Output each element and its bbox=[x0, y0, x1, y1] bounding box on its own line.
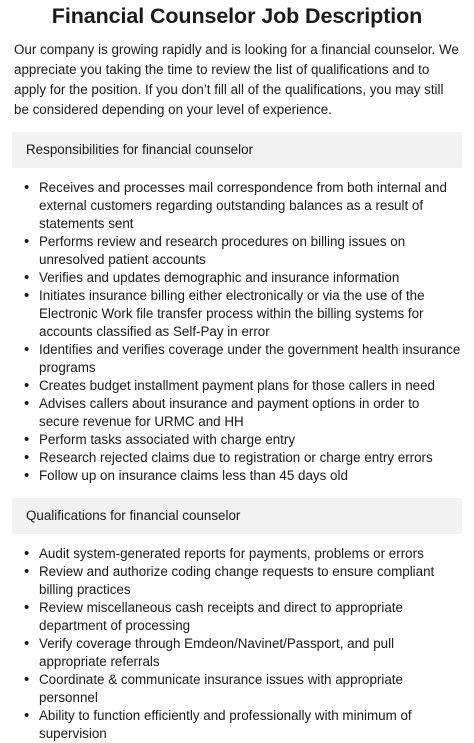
list-item: • Receives and processes mail correspondence from both internal and external customers regarding outstanding balances as a result of statements sent bbox=[24, 179, 462, 233]
list-item: • Review and authorize coding change requests to ensure compliant billing practices bbox=[24, 563, 462, 599]
qualifications-list bbox=[12, 545, 462, 743]
list-item: • Performs review and research procedures on billing issues on unresolved patient accounts bbox=[24, 233, 462, 269]
list-item: • Verifies and updates demographic and insurance information bbox=[24, 269, 462, 287]
responsibilities-heading: Responsibilities for financial counselor bbox=[12, 132, 462, 168]
qualifications-heading: Qualifications for financial counselor bbox=[12, 498, 462, 534]
list-item: • Advises callers about insurance and payment options in order to secure revenue for URMC and HH bbox=[24, 395, 462, 431]
page-title: Financial Counselor Job Description bbox=[51, 4, 423, 28]
list-item: • Verify coverage through Emdeon/Navinet/Passport, and pull appropriate referrals bbox=[24, 635, 462, 671]
list-item: • Creates budget installment payment plans for those callers in need bbox=[24, 377, 462, 395]
list-item: • Perform tasks associated with charge entry bbox=[24, 431, 462, 449]
list-item: • Ability to function efficiently and professionally with minimum of supervision bbox=[24, 707, 462, 743]
list-item: • Research rejected claims due to registration or charge entry errors bbox=[24, 449, 462, 467]
list-item: • Review miscellaneous cash receipts and direct to appropriate department of processing bbox=[24, 599, 462, 635]
list-item: • Identifies and verifies coverage under the government health insurance programs bbox=[24, 341, 462, 377]
responsibilities-list bbox=[12, 179, 462, 485]
intro-paragraph: Our company is growing rapidly and is looking for a financial counselor. We appreciate you taking the time to review the list of qualifications and to apply for the position. If you don’t fill all of the qualifications, you may still be considered depending on your level of experience. bbox=[14, 42, 459, 117]
list-item: • Follow up on insurance claims less than 45 days old bbox=[24, 467, 462, 485]
list-item: • Initiates insurance billing either electronically or via the use of the Electronic Work file transfer process within the billing systems for accounts classified as Self-Pay in error bbox=[24, 287, 462, 341]
list-item: • Audit system-generated reports for payments, problems or errors bbox=[24, 545, 462, 563]
list-item: • Coordinate & communicate insurance issues with appropriate personnel bbox=[24, 671, 462, 707]
